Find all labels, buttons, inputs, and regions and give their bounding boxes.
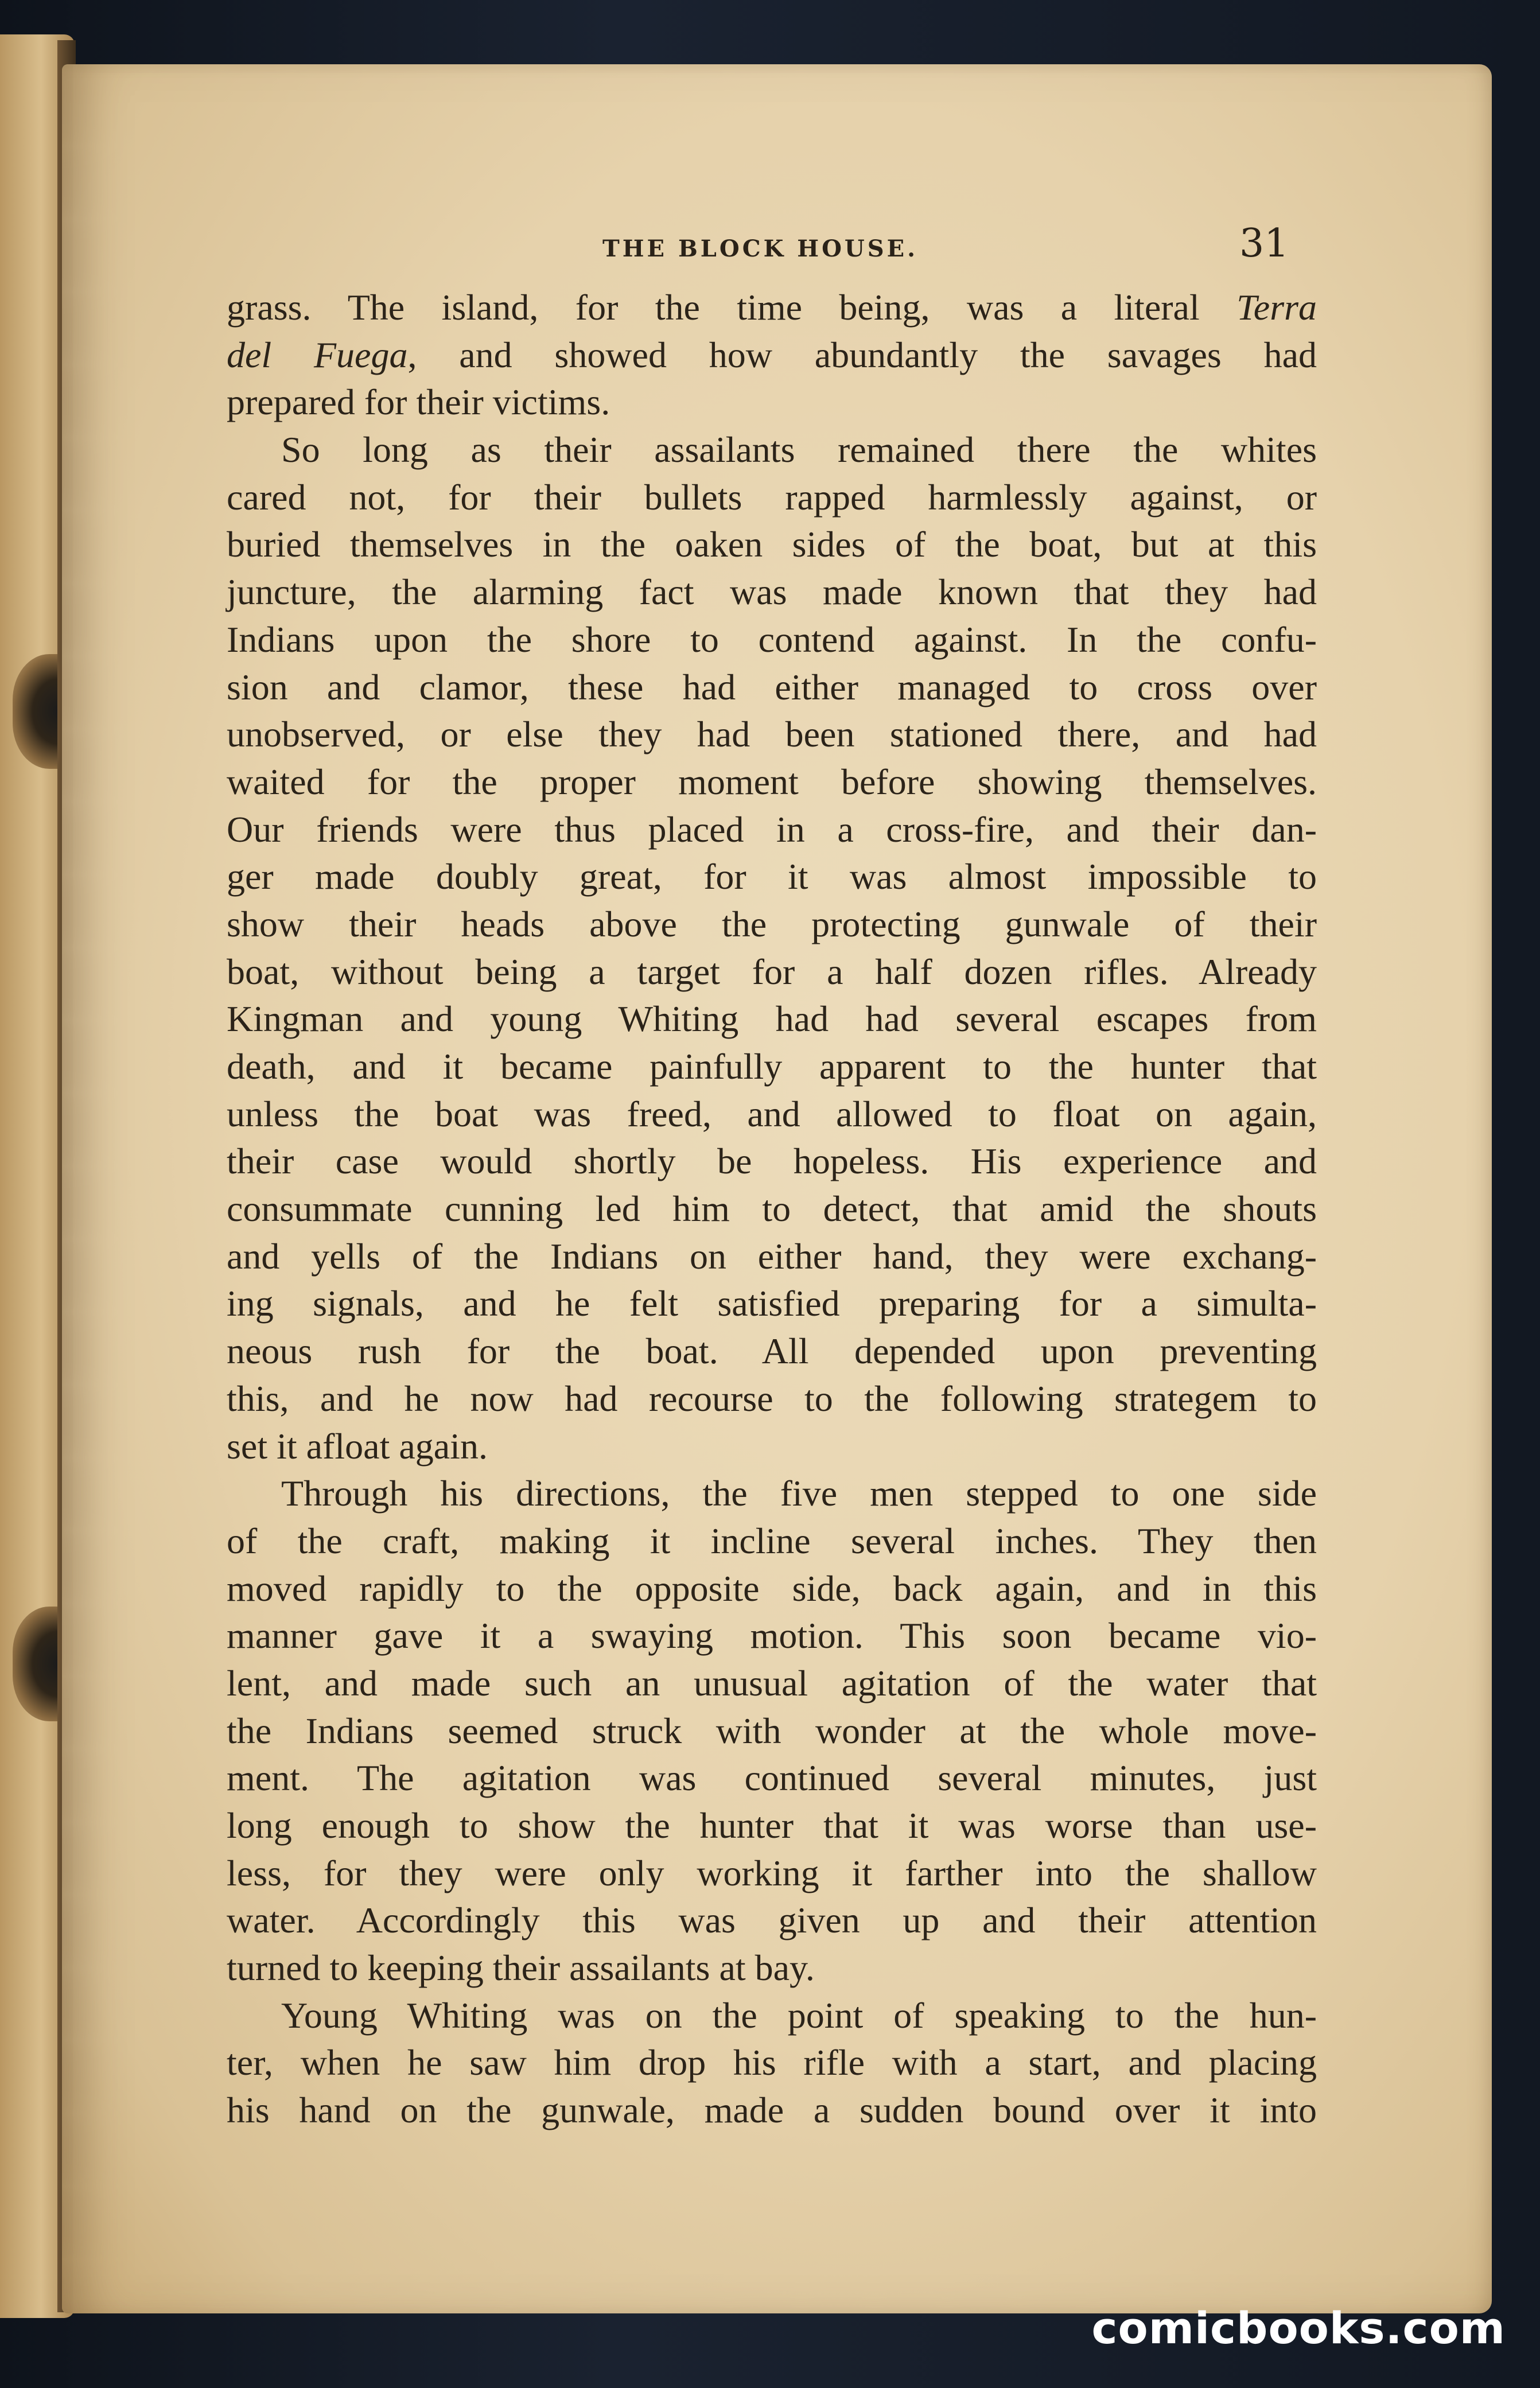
text-line: Young Whiting was on the point of speaking to the hun- [281, 1994, 1317, 2036]
text-line: ter, when he saw him drop his rifle with a start, and placing [227, 2042, 1317, 2083]
text-line: this, and he now had recourse to the following strategem to [227, 1378, 1317, 1419]
running-head: THE BLOCK HOUSE. [602, 235, 919, 262]
text-line: unobserved, or else they had been stationed there, and had [227, 714, 1317, 755]
page-number: 31 [1239, 221, 1289, 266]
text-line: consummate cunning led him to detect, that amid the shouts [227, 1188, 1317, 1230]
text-line: less, for they were only working it farther into the shallow [227, 1852, 1317, 1893]
text-line: So long as their assailants remained there the whites [281, 429, 1317, 470]
text-line: boat, without being a target for a half dozen rifles. Already [227, 951, 1317, 992]
text-line: grass. The island, for the time being, was a literal Terra [227, 287, 1317, 328]
text-line: Our friends were thus placed in a cross-fire, and their dan- [227, 808, 1317, 850]
text-line: water. Accordingly this was given up and their attention [227, 1900, 1317, 1941]
text-line: juncture, the alarming fact was made known that they had [227, 571, 1317, 613]
text-line: ment. The agitation was continued several minutes, just [227, 1757, 1317, 1799]
text-line: unless the boat was freed, and allowed to float on again, [227, 1093, 1317, 1134]
text-line: the Indians seemed struck with wonder at the whole move- [227, 1710, 1317, 1751]
text-line: waited for the proper moment before showing themselves. [227, 761, 1317, 802]
text-line: del Fuega, and showed how abundantly the savages had [227, 334, 1317, 375]
text-line: their case would shortly be hopeless. His experience and [227, 1141, 1317, 1182]
text-line: lent, and made such an unusual agitation of the water that [227, 1662, 1317, 1704]
text-line: set it afloat again. [227, 1425, 488, 1467]
text-line: moved rapidly to the opposite side, back again, and in this [227, 1568, 1317, 1609]
text-line: his hand on the gunwale, made a sudden bound over it into [227, 2090, 1317, 2131]
italic-text: Terra [1236, 287, 1317, 328]
text-line: ger made doubly great, for it was almost impossible to [227, 856, 1317, 897]
text-line: Through his directions, the five men stepped to one side [281, 1473, 1317, 1514]
text-line: turned to keeping their assailants at bay. [227, 1947, 815, 1989]
text-line: neous rush for the boat. All depended upon preventing [227, 1331, 1317, 1372]
italic-text: del Fuega [227, 334, 408, 375]
text-line: and yells of the Indians on either hand, they were exchang- [227, 1235, 1317, 1277]
text-line: Indians upon the shore to contend against. In the confu- [227, 619, 1317, 660]
text-line: of the craft, making it incline several inches. They then [227, 1520, 1317, 1561]
body-text [227, 284, 1317, 2134]
text-line: ing signals, and he felt satisfied preparing for a simulta- [227, 1283, 1317, 1324]
text-line: prepared for their victims. [227, 382, 610, 423]
text-line: Kingman and young Whiting had had several escapes from [227, 998, 1317, 1040]
text-line: buried themselves in the oaken sides of the boat, but at this [227, 524, 1317, 565]
text-line: sion and clamor, these had either managed to cross over [227, 666, 1317, 707]
text-line: long enough to show the hunter that it was worse than use- [227, 1805, 1317, 1846]
text-line: show their heads above the protecting gunwale of their [227, 903, 1317, 944]
watermark: comicbooks.com [1091, 2303, 1506, 2354]
text-line: cared not, for their bullets rapped harmlessly against, or [227, 476, 1317, 518]
text-line: manner gave it a swaying motion. This soon became vio- [227, 1615, 1317, 1656]
text-line: death, and it became painfully apparent to the hunter that [227, 1046, 1317, 1087]
